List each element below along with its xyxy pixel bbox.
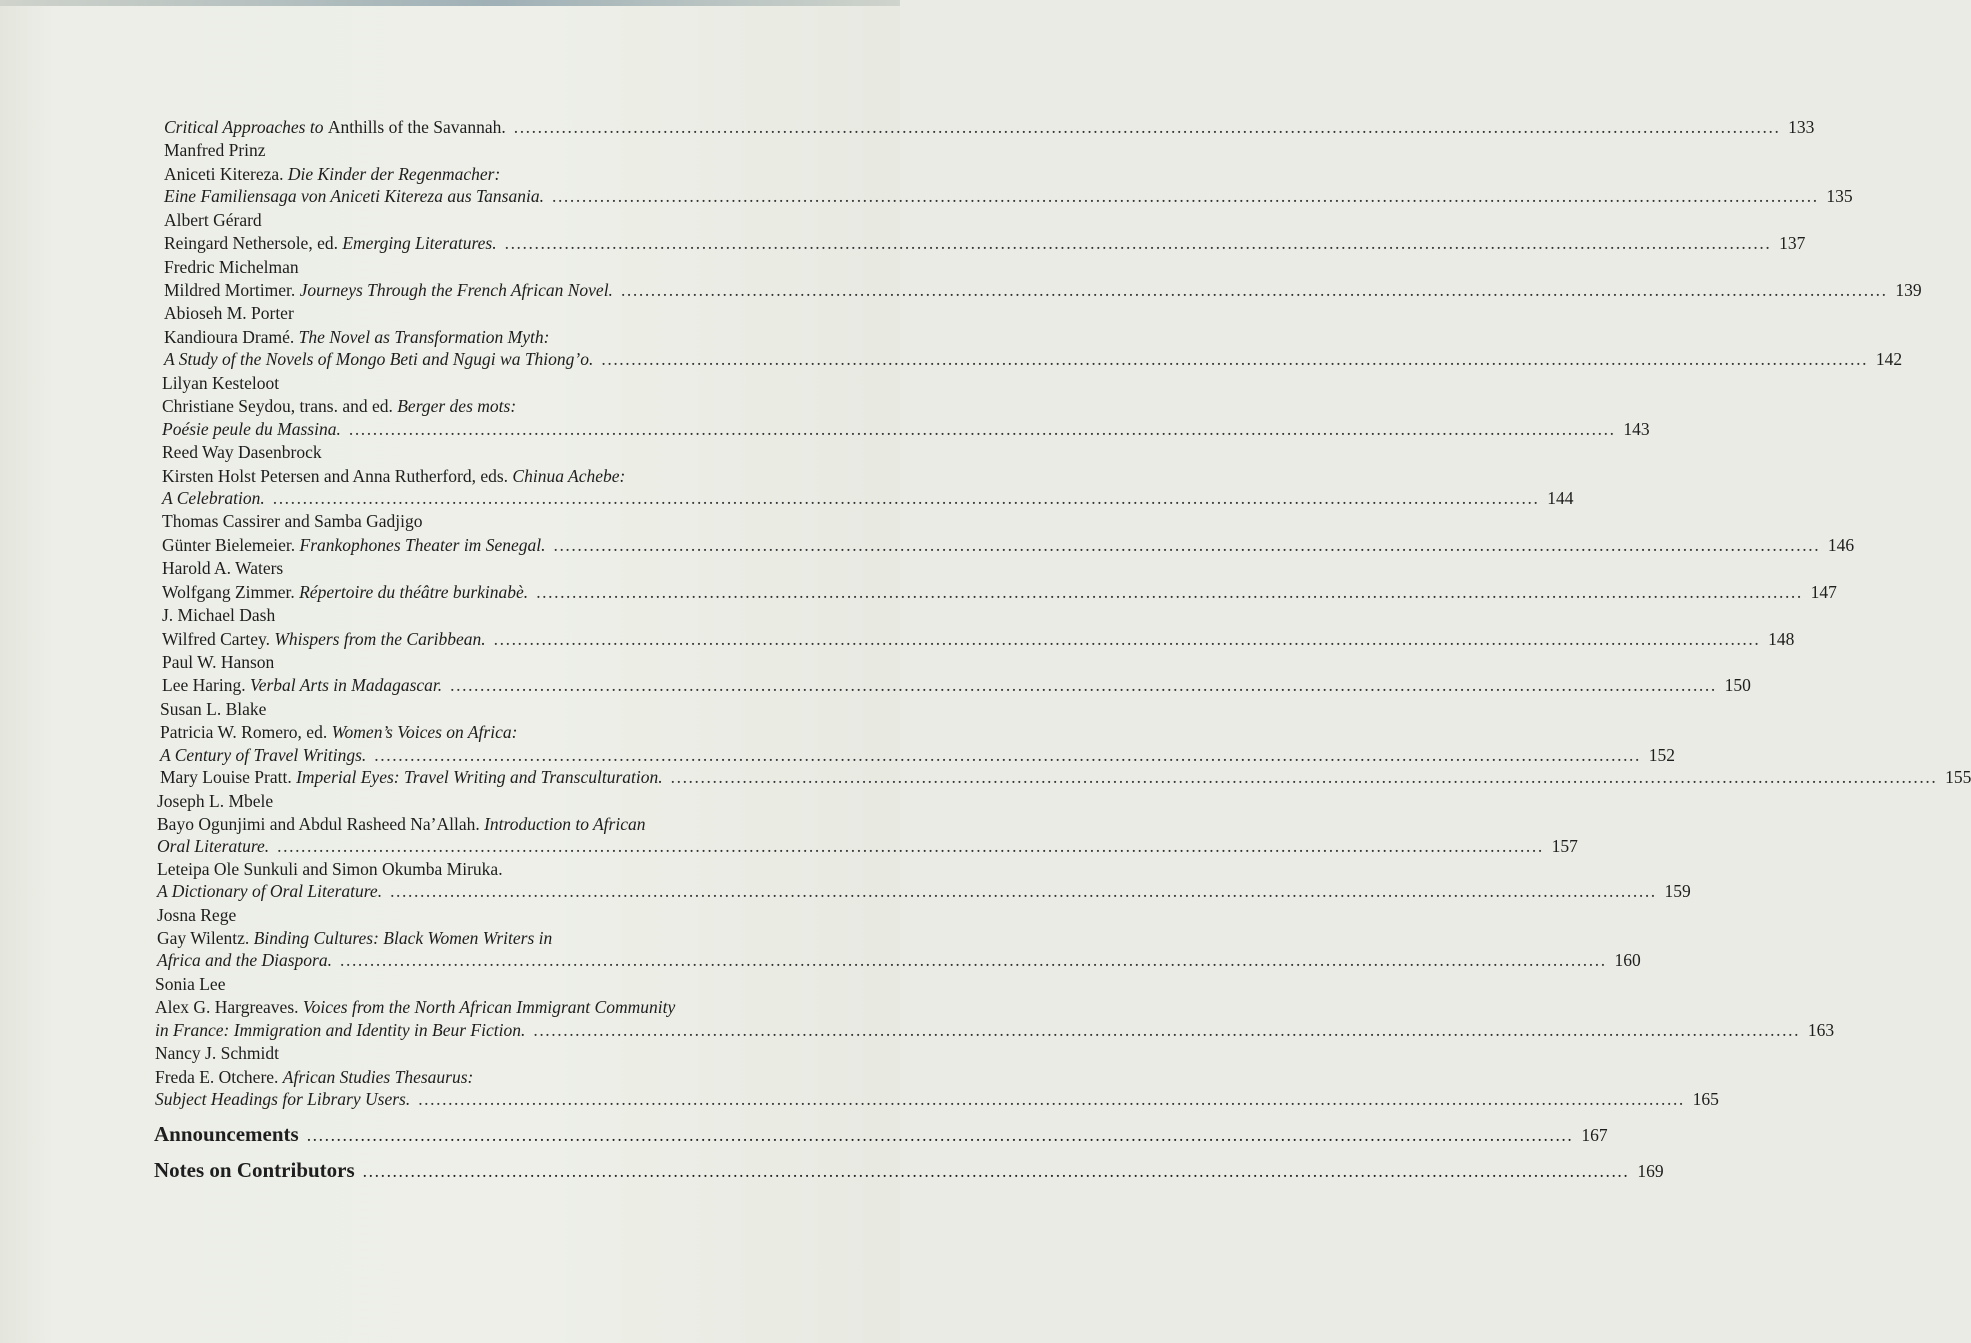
- toc-entry-continued: [150, 1066, 810, 1088]
- dot-leader: [494, 628, 1761, 650]
- reviewer-name: [150, 371, 810, 396]
- reviewer-name: [150, 301, 810, 326]
- entry-title: Wolfgang Zimmer. Répertoire du théâtre burkinabè.: [162, 581, 529, 602]
- reviewer-name: [150, 208, 810, 233]
- toc-entry: [150, 766, 1971, 788]
- toc-entry: [150, 418, 1650, 440]
- toc-entry-continued: [150, 395, 810, 417]
- entry-title: Wilfred Cartey. Whispers from the Caribbean.: [162, 628, 486, 649]
- dot-leader: [277, 835, 1544, 857]
- entry-title: Kandioura Dramé. The Novel as Transformation Myth:: [164, 326, 550, 347]
- reviewer-text: Abioseh M. Porter: [164, 303, 294, 324]
- entry-title: Günter Bielemeier. Frankophones Theater im Senegal.: [162, 534, 546, 555]
- toc-entry-continued: [150, 813, 810, 835]
- page-number: 147: [1810, 581, 1837, 602]
- toc-entry: [150, 279, 1922, 301]
- dot-leader: [349, 418, 1616, 440]
- reviewer-name: [150, 903, 810, 928]
- entry-title: Leteipa Ole Sunkuli and Simon Okumba Miruka.: [157, 858, 503, 879]
- reviewer-name: [150, 138, 810, 163]
- page-number: 159: [1664, 881, 1691, 902]
- toc-entry: [150, 116, 1815, 138]
- reviewer-text: J. Michael Dash: [162, 605, 276, 626]
- page-number: 137: [1779, 233, 1806, 254]
- reviewer-name: [150, 972, 810, 997]
- page-number: 150: [1724, 675, 1751, 696]
- toc-entry: [150, 628, 1795, 650]
- entry-title: Subject Headings for Library Users.: [155, 1089, 411, 1110]
- toc-entry: [150, 581, 1837, 603]
- page-number: 146: [1827, 534, 1855, 555]
- dot-leader: [450, 674, 1717, 696]
- entry-title: Kirsten Holst Petersen and Anna Rutherford, eds. Chinua Achebe:: [162, 465, 626, 486]
- reviewer-text: Joseph L. Mbele: [157, 790, 274, 811]
- toc-entry: [150, 949, 1641, 971]
- entry-title: Freda E. Otchere. African Studies Thesaurus:: [155, 1066, 474, 1087]
- reviewer-text: Sonia Lee: [155, 973, 226, 994]
- dot-leader: [533, 1019, 1800, 1041]
- section-heading: [150, 1152, 1664, 1188]
- page-number: 165: [1692, 1089, 1719, 1110]
- page-number: 144: [1547, 487, 1574, 508]
- page-number: 155: [1945, 767, 1971, 788]
- entry-title: Mildred Mortimer. Journeys Through the French African Novel.: [164, 280, 613, 301]
- section-heading: [150, 1116, 1608, 1152]
- dot-leader: [340, 949, 1607, 971]
- dot-leader: [390, 880, 1657, 902]
- dot-leader: [514, 116, 1781, 138]
- page-number: 152: [1648, 744, 1675, 765]
- toc-entry: [150, 744, 1675, 766]
- page-number: 133: [1788, 117, 1815, 137]
- reviewer-name: [150, 603, 810, 628]
- page-top-edge: [0, 0, 900, 6]
- reviewer-text: Nancy J. Schmidt: [155, 1043, 279, 1064]
- toc-entry-continued: [150, 326, 810, 348]
- reviewer-text: Thomas Cassirer and Samba Gadjigo: [162, 511, 423, 532]
- reviewer-name: [150, 650, 810, 675]
- reviewer-name: [150, 556, 810, 581]
- toc-entry: [150, 835, 1578, 857]
- entry-title: Oral Literature.: [157, 836, 270, 857]
- reviewer-name: [150, 509, 810, 534]
- entry-title: Mary Louise Pratt. Imperial Eyes: Travel Writing and Transculturation.: [160, 767, 663, 788]
- reviewer-text: Manfred Prinz: [164, 140, 266, 161]
- dot-leader: [671, 766, 1938, 788]
- entry-title: Critical Approaches to Anthills of the Savannah.: [164, 117, 506, 137]
- toc-entry: [150, 348, 1903, 370]
- reviewer-text: Reed Way Dasenbrock: [162, 442, 322, 463]
- entry-title: Aniceti Kitereza. Die Kinder der Regenmacher:: [164, 163, 501, 184]
- page-number: 167: [1581, 1125, 1608, 1146]
- entry-title: A Century of Travel Writings.: [160, 744, 367, 765]
- page-number: 139: [1895, 280, 1922, 301]
- reviewer-text: Josna Rege: [157, 904, 237, 925]
- entry-title: Africa and the Diaspora.: [157, 950, 332, 971]
- toc-entry-continued: [150, 858, 810, 880]
- page-number: 143: [1623, 418, 1650, 439]
- dot-leader: [418, 1088, 1685, 1110]
- page-number: 142: [1875, 349, 1903, 370]
- toc-entry-continued: [150, 721, 810, 743]
- entry-title: Poésie peule du Massina.: [162, 418, 341, 439]
- toc-entry-continued: [150, 465, 810, 487]
- dot-leader: [273, 487, 1540, 509]
- dot-leader: [536, 581, 1803, 603]
- dot-leader: [307, 1117, 1574, 1153]
- page-number: 160: [1614, 950, 1641, 971]
- page-number: 157: [1551, 836, 1578, 857]
- dot-leader: [374, 744, 1641, 766]
- entry-title: Gay Wilentz. Binding Cultures: Black Women Writers in: [157, 928, 553, 949]
- reviewer-name: [150, 789, 810, 814]
- toc-entry: [150, 1088, 1719, 1110]
- reviewer-name: [150, 697, 810, 722]
- entry-title: in France: Immigration and Identity in Beur Fiction.: [155, 1019, 526, 1040]
- entry-title: Patricia W. Romero, ed. Women’s Voices on Africa:: [160, 722, 518, 743]
- entry-title: Lee Haring. Verbal Arts in Madagascar.: [162, 675, 443, 696]
- entry-title: Reingard Nethersole, ed. Emerging Literatures.: [164, 233, 497, 254]
- reviewer-name: [150, 255, 810, 280]
- reviewer-name: [150, 440, 810, 465]
- toc-entry: [150, 534, 1855, 556]
- page-number: 148: [1768, 628, 1795, 649]
- toc-entry: [150, 232, 1806, 254]
- entry-title: Christiane Seydou, trans. and ed. Berger des mots:: [162, 396, 517, 417]
- reviewer-text: Susan L. Blake: [160, 698, 267, 719]
- toc-entry: [150, 674, 1751, 696]
- entry-title: A Celebration.: [162, 487, 265, 508]
- dot-leader: [505, 232, 1772, 254]
- reviewer-name: [150, 1041, 810, 1066]
- reviewer-text: Harold A. Waters: [162, 558, 284, 579]
- toc-entry-continued: [150, 927, 810, 949]
- toc-entry-continued: [150, 163, 810, 185]
- table-of-contents: [150, 116, 1971, 1188]
- entry-title: Eine Familiensaga von Aniceti Kitereza aus Tansania.: [164, 186, 544, 207]
- reviewer-text: Fredric Michelman: [164, 256, 299, 277]
- dot-leader: [553, 534, 1820, 556]
- toc-entry: [150, 880, 1691, 902]
- dot-leader: [363, 1153, 1630, 1189]
- page-number: 169: [1637, 1161, 1664, 1182]
- dot-leader: [601, 348, 1868, 370]
- section-title: Announcements: [154, 1122, 299, 1147]
- entry-title: A Dictionary of Oral Literature.: [157, 881, 383, 902]
- section-title: Notes on Contributors: [154, 1158, 355, 1183]
- entry-title: A Study of the Novels of Mongo Beti and Ngugi wa Thiong’o.: [164, 349, 594, 370]
- entry-title: Alex G. Hargreaves. Voices from the North African Immigrant Community: [155, 997, 676, 1018]
- toc-entry-continued: [150, 996, 810, 1018]
- dot-leader: [552, 185, 1819, 207]
- dot-leader: [621, 279, 1888, 301]
- reviewer-text: Albert Gérard: [164, 209, 262, 230]
- page-number: 163: [1807, 1019, 1835, 1040]
- entry-title: Bayo Ogunjimi and Abdul Rasheed Na’Allah. Introduction to African: [157, 814, 646, 835]
- toc-entry: [150, 1019, 1835, 1041]
- page-number: 135: [1826, 186, 1853, 207]
- toc-entry: [150, 487, 1574, 509]
- reviewer-text: Paul W. Hanson: [162, 651, 275, 672]
- reviewer-text: Lilyan Kesteloot: [162, 372, 280, 393]
- toc-entry: [150, 185, 1853, 207]
